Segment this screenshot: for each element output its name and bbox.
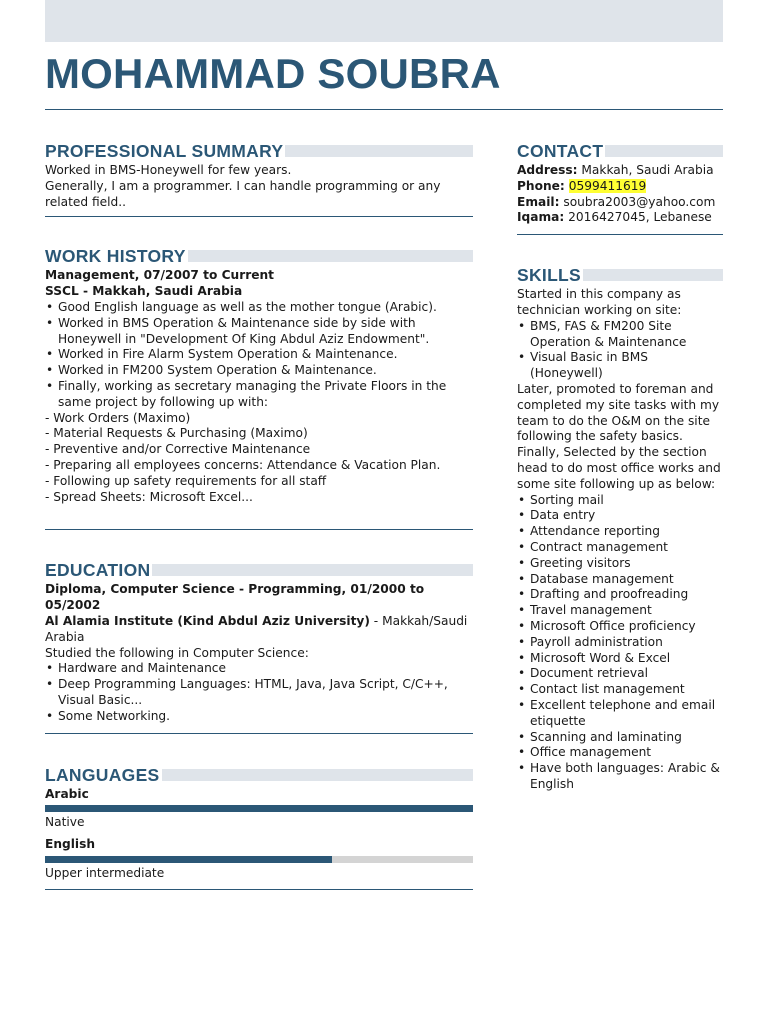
- skills-middle: Later, promoted to foreman and completed my site tasks with my team to do the O&M on the site following the safety basics.: [517, 381, 720, 444]
- dash-item: - Spread Sheets: Microsoft Excel...: [45, 489, 253, 504]
- section-heading: [45, 560, 473, 580]
- language-level: Upper intermediate: [45, 865, 165, 880]
- language-level-fill: [45, 805, 473, 812]
- section-divider: [517, 234, 723, 235]
- work-history-section: [45, 246, 473, 530]
- list-item: • Visual Basic in BMS (Honeywell): [517, 350, 723, 382]
- language-level: Native: [45, 815, 85, 830]
- header-divider: [45, 109, 723, 110]
- list-item: • Travel management: [517, 603, 723, 619]
- contact-address: Address: Makkah, Saudi Arabia: [517, 163, 714, 177]
- list-item: • Deep Programming Languages: HTML, Java, Java Script, C/C++, Visual Basic...: [45, 677, 473, 709]
- degree-line: Diploma, Computer Science - Programming, 01/2000 to 05/2002: [45, 582, 425, 613]
- skills-section: [517, 265, 723, 793]
- work-history-heading: WORK HISTORY: [45, 246, 186, 267]
- section-heading: [45, 765, 473, 785]
- phone-number: 0599411619: [568, 178, 647, 193]
- list-item: • Worked in Fire Alarm System Operation & Maintenance.: [45, 347, 473, 363]
- list-item: • Drafting and proofreading: [517, 587, 723, 603]
- list-item: • Worked in FM200 System Operation & Maintenance.: [45, 363, 473, 379]
- professional-summary-section: [45, 141, 473, 217]
- summary-heading: PROFESSIONAL SUMMARY: [45, 141, 284, 161]
- section-heading: [45, 246, 473, 266]
- dash-item: - Preparing all employees concerns: Attendance & Vacation Plan.: [45, 457, 441, 472]
- languages-heading: LANGUAGES: [45, 764, 160, 785]
- skills-middle: Finally, Selected by the section head to do most office works and some site following up as below:: [517, 445, 721, 491]
- list-item: • Microsoft Office proficiency: [517, 619, 723, 635]
- education-section: [45, 560, 473, 733]
- skills-list: [517, 493, 723, 793]
- language-level-bar: [45, 856, 473, 863]
- candidate-name: MOHAMMAD SOUBRA: [45, 50, 501, 97]
- list-item: • Attendance reporting: [517, 524, 723, 540]
- contact-phone: Phone: 0599411619: [517, 178, 647, 193]
- list-item: • Excellent telephone and email etiquette: [517, 698, 723, 730]
- section-heading: [517, 265, 723, 285]
- dash-item: - Following up safety requirements for all staff: [45, 473, 327, 488]
- list-item: • Contact list management: [517, 682, 723, 698]
- list-item: • Data entry: [517, 508, 723, 524]
- left-column: [45, 141, 473, 890]
- skills-heading: SKILLS: [517, 265, 582, 286]
- list-item: • Worked in BMS Operation & Maintenance side by side with Honeywell in "Development Of King Abdul Aziz Endowment".: [45, 316, 473, 348]
- contact-email: Email: soubra2003@yahoo.com: [517, 194, 716, 209]
- section-heading: [45, 141, 473, 161]
- job-title: Management, 07/2007 to Current: [45, 268, 275, 283]
- language-name: English: [45, 837, 96, 852]
- dash-item: - Material Requests & Purchasing (Maximo): [45, 426, 308, 441]
- list-item: • Office management: [517, 745, 723, 761]
- section-divider: [45, 529, 473, 530]
- right-column: [517, 141, 723, 793]
- work-bullets: [45, 300, 473, 411]
- list-item: • Microsoft Word & Excel: [517, 651, 723, 667]
- list-item: • Some Networking.: [45, 709, 473, 725]
- list-item: • Scanning and laminating: [517, 730, 723, 746]
- list-item: • Sorting mail: [517, 493, 723, 509]
- language-level-fill: [45, 856, 332, 863]
- list-item: • Database management: [517, 572, 723, 588]
- section-divider: [45, 733, 473, 734]
- list-item: • Contract management: [517, 540, 723, 556]
- school-line: [45, 614, 473, 646]
- contact-section: [517, 141, 723, 235]
- list-item: • Have both languages: Arabic & English: [517, 761, 723, 793]
- education-bullets: [45, 661, 473, 724]
- job-company: SSCL - Makkah, Saudi Arabia: [45, 284, 243, 299]
- list-item: • Payroll administration: [517, 635, 723, 651]
- list-item: • BMS, FAS & FM200 Site Operation & Maintenance: [517, 319, 723, 351]
- dash-item: - Preventive and/or Corrective Maintenance: [45, 442, 311, 457]
- list-item: • Greeting visitors: [517, 556, 723, 572]
- summary-line: Worked in BMS-Honeywell for few years.: [45, 163, 292, 177]
- skills-first-bullets: [517, 319, 723, 382]
- contact-heading: CONTACT: [517, 141, 604, 161]
- education-intro: Studied the following in Computer Science:: [45, 645, 309, 660]
- header-band: [45, 0, 723, 42]
- list-item: • Document retrieval: [517, 666, 723, 682]
- contact-iqama: Iqama: 2016427045, Lebanese: [517, 210, 712, 225]
- language-name: Arabic: [45, 786, 89, 801]
- summary-line: Generally, I am a programmer. I can handle programming or any related field..: [45, 178, 441, 209]
- section-divider: [45, 216, 473, 217]
- dash-item: - Work Orders (Maximo): [45, 410, 191, 425]
- list-item: • Finally, working as secretary managing the Private Floors in the same project by following up with:: [45, 379, 473, 411]
- section-heading: [517, 141, 723, 161]
- school-name: Al Alamia Institute (Kind Abdul Aziz University): [45, 613, 370, 628]
- section-divider: [45, 889, 473, 890]
- list-item: • Good English language as well as the mother tongue (Arabic).: [45, 300, 473, 316]
- language-level-bar: [45, 805, 473, 812]
- education-heading: EDUCATION: [45, 560, 151, 581]
- school-location: - Makkah/Saudi Arabia: [45, 613, 468, 644]
- skills-intro: Started in this company as technician working on site:: [517, 287, 682, 317]
- list-item: • Hardware and Maintenance: [45, 661, 473, 677]
- languages-section: [45, 765, 473, 890]
